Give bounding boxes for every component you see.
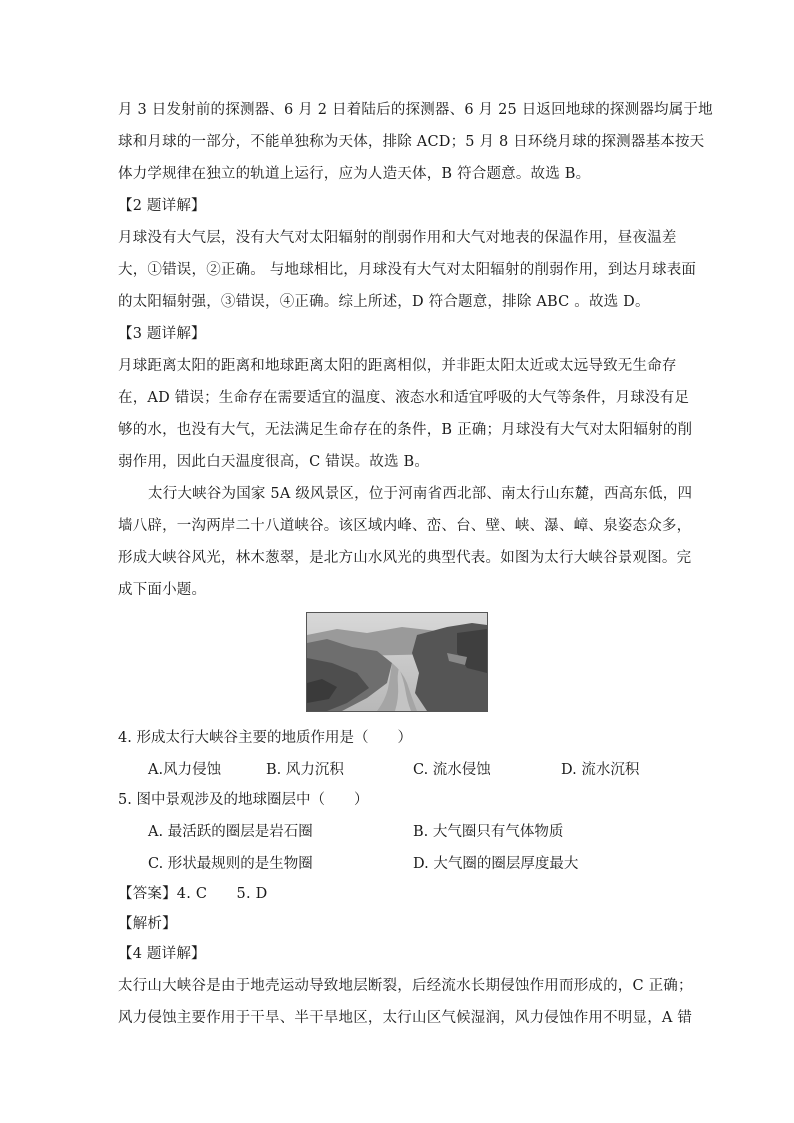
text-line: 风力侵蚀主要作用于干旱、半干旱地区，太行山区气候湿润，风力侵蚀作用不明显，A 错 (118, 1010, 693, 1026)
question-5-stem: 5. 图中景观涉及的地球圈层中（ ） (118, 792, 369, 808)
answer-line: 【答案】4. C 5. D (118, 886, 268, 902)
q5-option-d: D. 大气圈的圈层厚度最大 (413, 856, 579, 872)
q5-option-b: B. 大气圈只有气体物质 (413, 824, 564, 840)
text-line: 大，①错误，②正确。 与地球相比，月球没有大气对太阳辐射的削弱作用，到达月球表面 (118, 262, 697, 278)
text-line: 月 3 日发射前的探测器、6 月 2 日着陆后的探测器、6 月 25 日返回地球的探测器均属于地 (118, 102, 713, 118)
text-line: 月球没有大气层，没有大气对太阳辐射的削弱作用和大气对地表的保温作用，昼夜温差 (118, 230, 677, 246)
text-line: 太行山大峡谷是由于地壳运动导致地层断裂，后经流水长期侵蚀作用而形成的，C 正确； (118, 978, 693, 994)
text-line: 形成大峡谷风光，林木葱翠，是北方山水风光的典型代表。如图为太行大峡谷景观图。完 (118, 550, 692, 566)
text-line: 体力学规律在独立的轨道上运行，应为人造天体，B 符合题意。故选 B。 (118, 166, 591, 182)
text-line: 成下面小题。 (118, 582, 207, 598)
text-line: 在，AD 错误；生命存在需要适宜的温度、液态水和适宜呼吸的大气等条件，月球没有足 (118, 390, 690, 406)
text-line: 太行大峡谷为国家 5A 级风景区，位于河南省西北部、南太行山东麓，西高东低，四 (148, 486, 693, 502)
section-heading: 【4 题详解】 (118, 946, 206, 962)
q4-option-c: C. 流水侵蚀 (413, 762, 491, 778)
section-heading: 【3 题详解】 (118, 326, 206, 342)
q4-option-b: B. 风力沉积 (266, 762, 344, 778)
q4-option-d: D. 流水沉积 (561, 762, 640, 778)
analysis-heading: 【解析】 (118, 916, 177, 932)
q5-option-c: C. 形状最规则的是生物圈 (148, 856, 313, 872)
text-line: 墙八辟，一沟两岸二十八道峡谷。该区域内峰、峦、台、壁、峡、瀑、嶂、泉姿态众多， (118, 518, 692, 534)
text-line: 够的水，也没有大气，无法满足生命存在的条件，B 正确；月球没有大气对太阳辐射的削 (118, 422, 693, 438)
q5-option-a: A. 最活跃的圈层是岩石圈 (148, 824, 313, 840)
q4-option-a: A.风力侵蚀 (148, 762, 222, 778)
text-line: 月球距离太阳的距离和地球距离太阳的距离相似，并非距太阳太近或太远导致无生命存 (118, 358, 677, 374)
canyon-landscape-photo (306, 612, 488, 712)
text-line: 的太阳辐射强，③错误，④正确。综上所述，D 符合题意，排除 ABC 。故选 D。 (118, 294, 650, 310)
text-line: 弱作用，因此白天温度很高，C 错误。故选 B。 (118, 454, 430, 470)
text-line: 球和月球的一部分，不能单独称为天体，排除 ACD；5 月 8 日环绕月球的探测器基本按天 (118, 134, 705, 150)
question-4-stem: 4. 形成太行大峡谷主要的地质作用是（ ） (118, 730, 412, 746)
section-heading: 【2 题详解】 (118, 198, 206, 214)
